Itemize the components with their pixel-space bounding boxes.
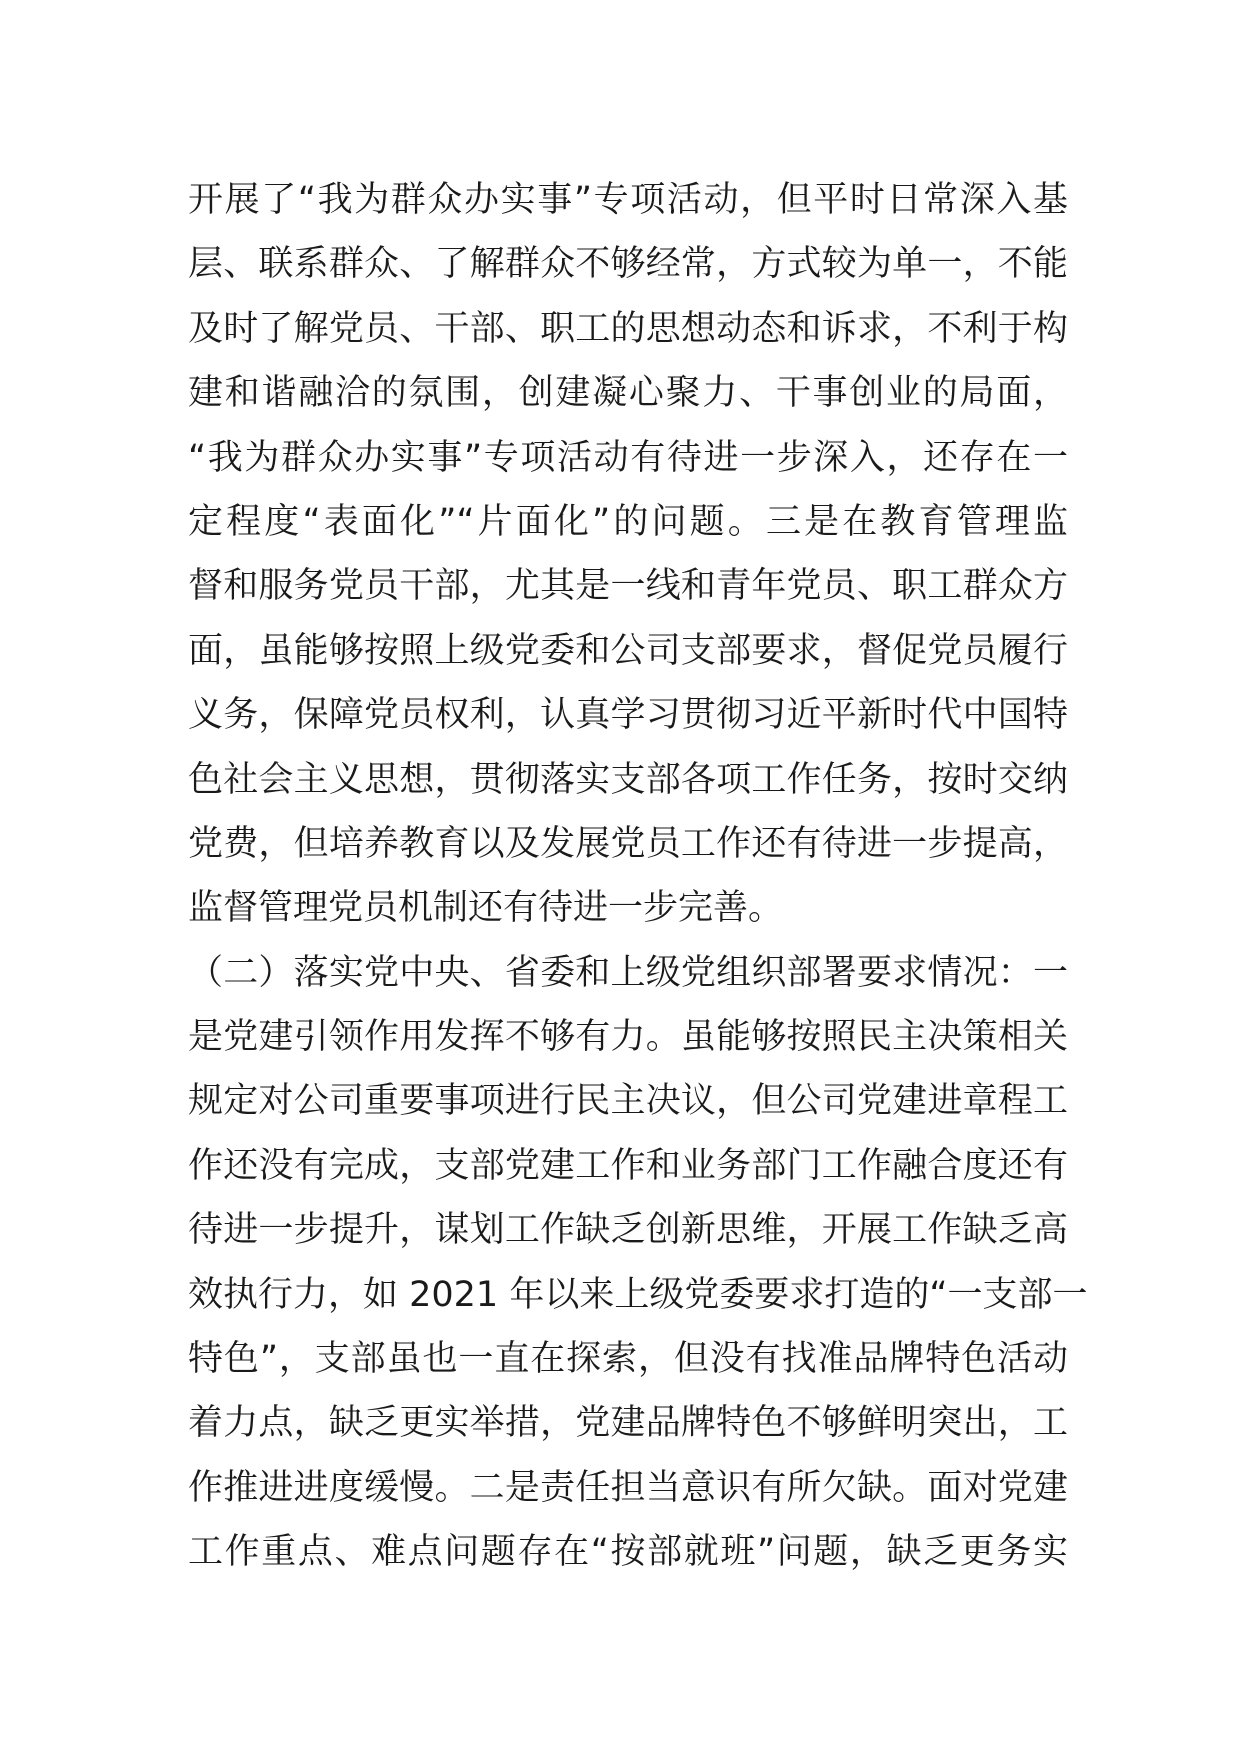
text-line: 定程度“表面化”“片面化”的问题。三是在教育管理监 — [188, 501, 1068, 542]
text-line: 建和谐融洽的氛围，创建凝心聚力、干事创业的局面， — [188, 373, 1068, 414]
text-line: 党费，但培养教育以及发展党员工作还有待进一步提高， — [188, 823, 1068, 864]
text-line: 效执行力，如 2021 年以来上级党委要求打造的“一支部一 — [188, 1274, 1088, 1315]
text-line: 作推进进度缓慢。二是责任担当意识有所欠缺。面对党建 — [188, 1467, 1068, 1508]
text-line: 层、联系群众、了解群众不够经常，方式较为单一，不能 — [188, 244, 1068, 285]
text-line: 督和服务党员干部，尤其是一线和青年党员、职工群众方 — [188, 566, 1068, 607]
text-line: “我为群众办实事”专项活动有待进一步深入，还存在一 — [188, 437, 1068, 478]
text-line: 开展了“我为群众办实事”专项活动，但平时日常深入基 — [188, 180, 1068, 220]
text-line: 着力点，缺乏更实举措，党建品牌特色不够鲜明突出，工 — [188, 1403, 1068, 1444]
text-line: 面，虽能够按照上级党委和公司支部要求，督促党员履行 — [188, 630, 1068, 671]
text-line: 是党建引领作用发挥不够有力。虽能够按照民主决策相关 — [188, 1017, 1068, 1058]
section-heading-line: （二）落实党中央、省委和上级党组织部署要求情况：一 — [188, 952, 1068, 993]
text-line: 特色”，支部虽也一直在探索，但没有找准品牌特色活动 — [188, 1339, 1068, 1380]
text-line: 工作重点、难点问题存在“按部就班”问题，缺乏更务实 — [188, 1532, 1068, 1573]
text-line: 色社会主义思想，贯彻落实支部各项工作任务，按时交纳 — [188, 759, 1068, 800]
text-line: 监督管理党员机制还有待进一步完善。 — [188, 888, 784, 929]
text-line: 及时了解党员、干部、职工的思想动态和诉求，不利于构 — [188, 308, 1068, 349]
text-line: 义务，保障党员权利，认真学习贯彻习近平新时代中国特 — [188, 695, 1068, 736]
text-line: 规定对公司重要事项进行民主决议，但公司党建进章程工 — [188, 1081, 1068, 1122]
text-line: 待进一步提升，谋划工作缺乏创新思维，开展工作缺乏高 — [188, 1210, 1068, 1251]
text-line: 作还没有完成，支部党建工作和业务部门工作融合度还有 — [188, 1145, 1068, 1186]
body-text — [188, 168, 1088, 1585]
